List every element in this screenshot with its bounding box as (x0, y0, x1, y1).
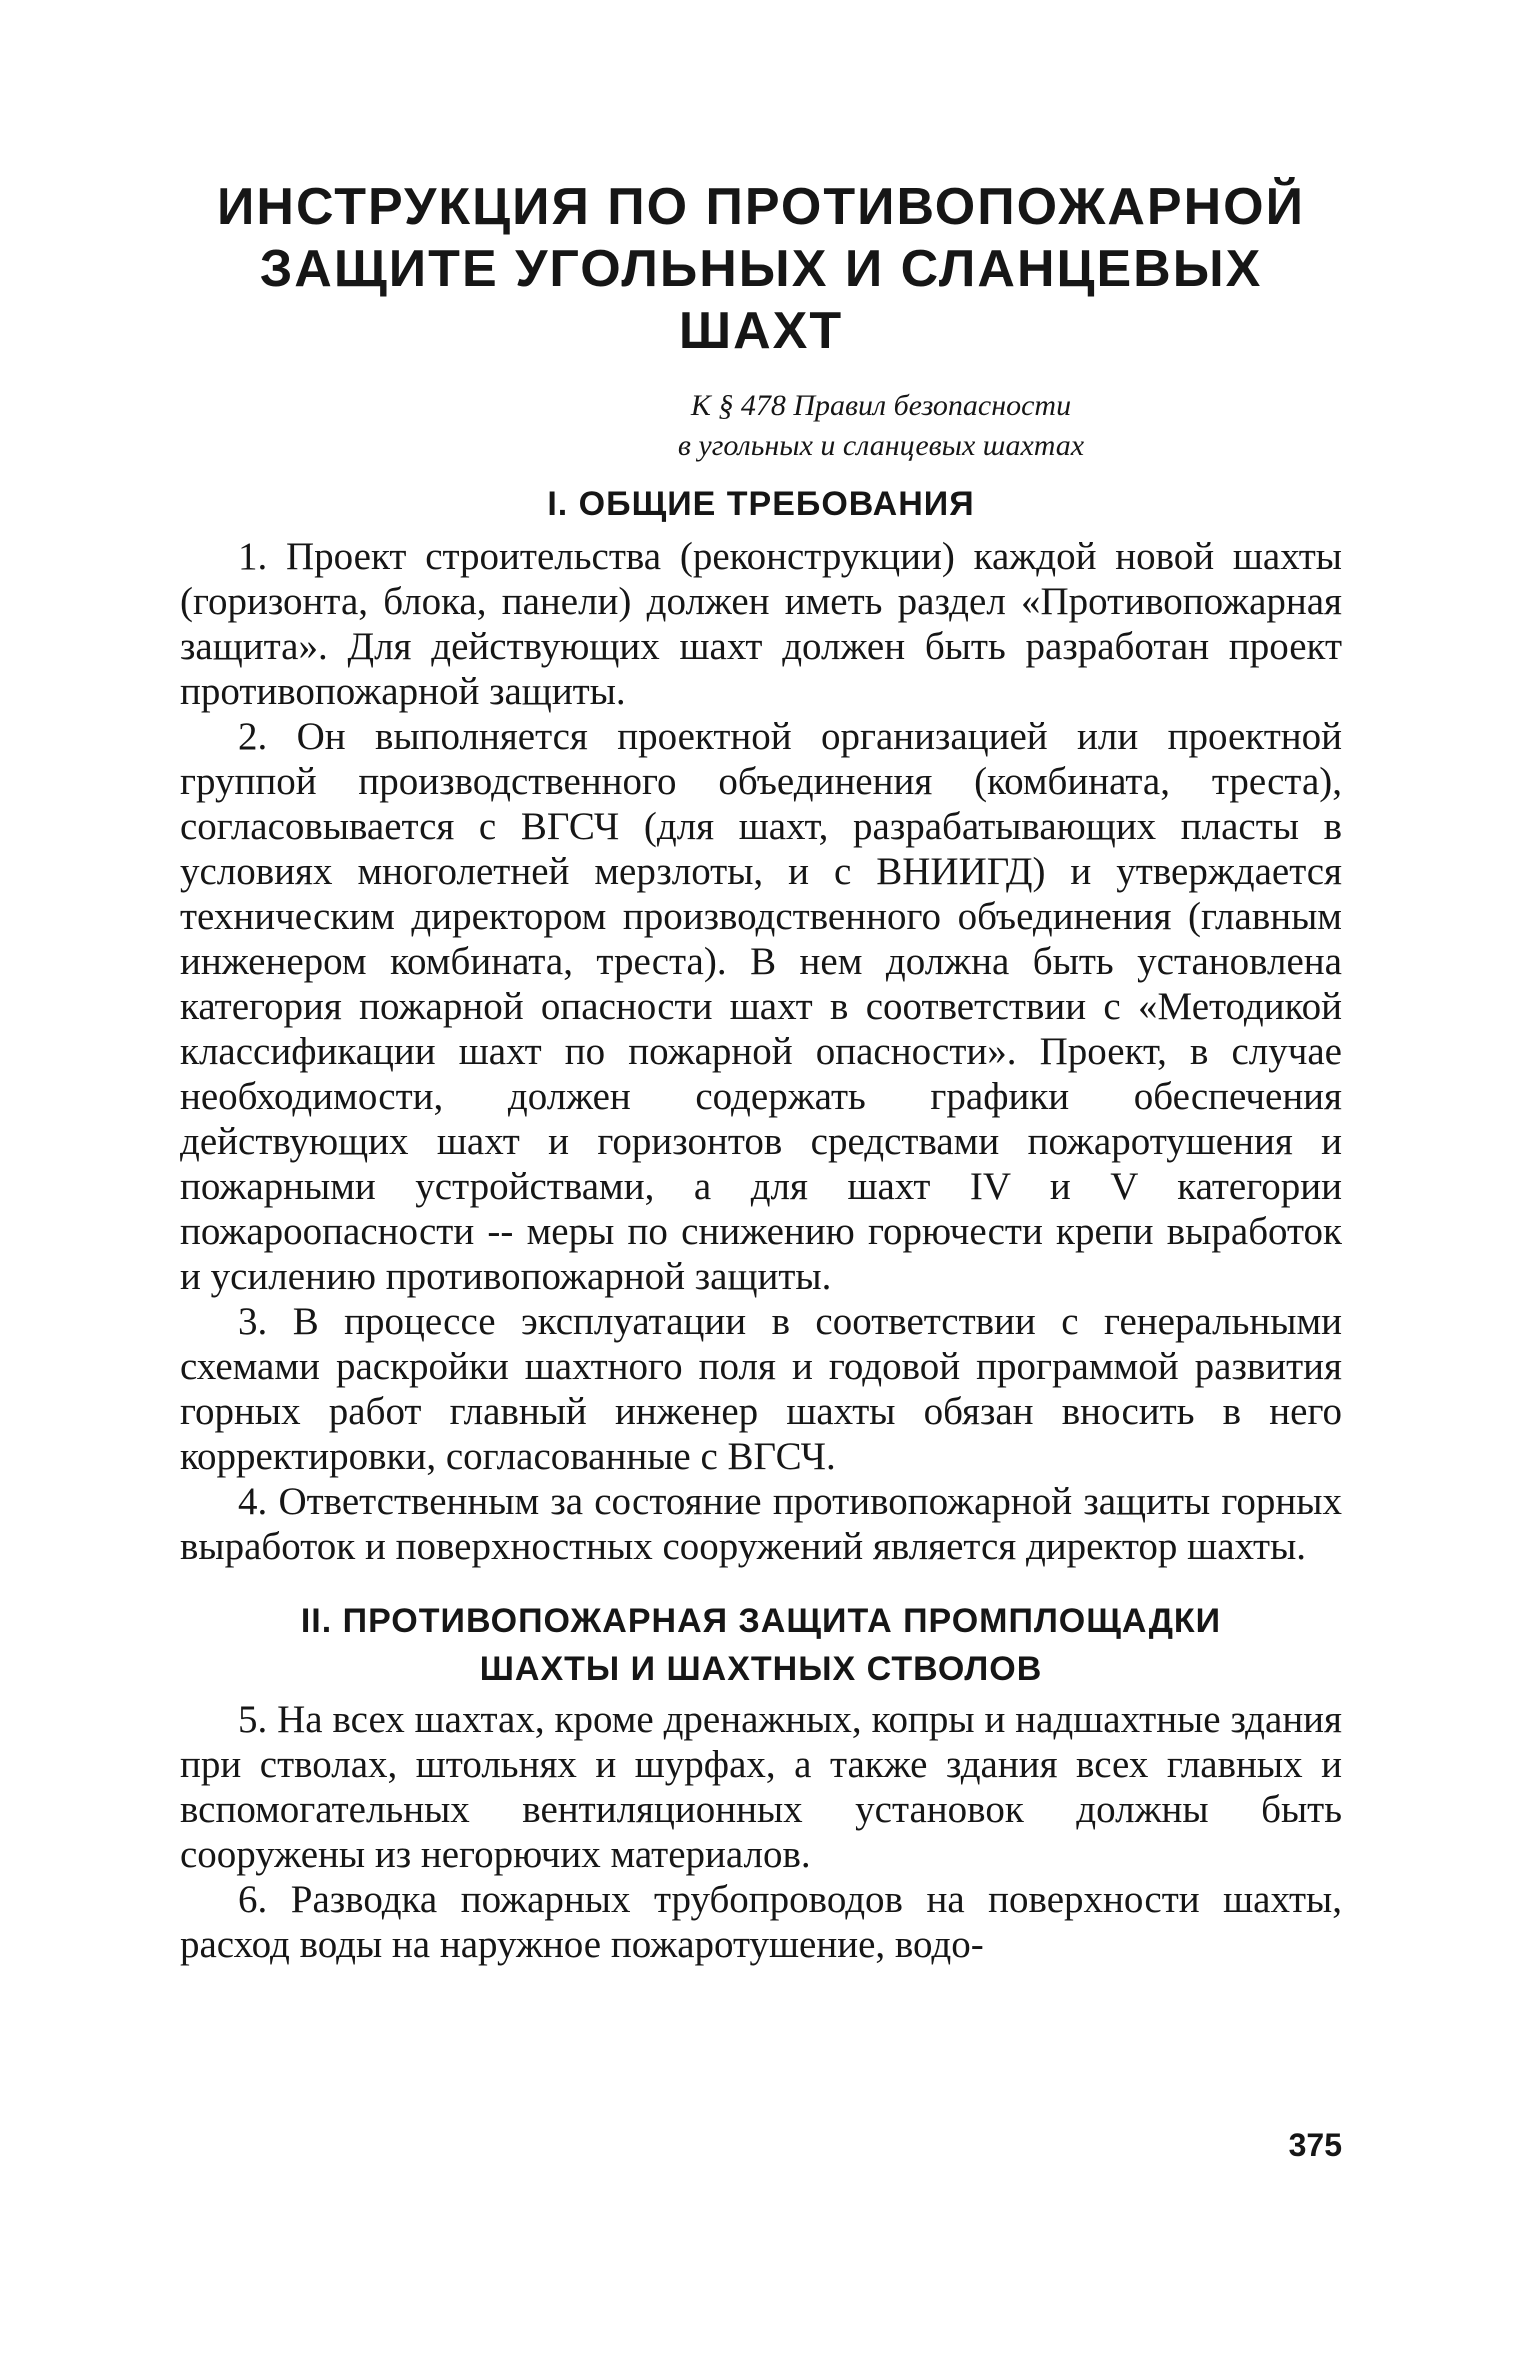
paragraph-6: 6. Разводка пожарных трубопроводов на поверхности шахты, расход воды на наружное пожаротушение, водо- (180, 1878, 1342, 1966)
page-number: 375 (1288, 2127, 1342, 2163)
paragraph-5: 5. На всех шахтах, кроме дренажных, копры и надшахтные здания при стволах, штольнях и шурфах, а также здания всех главных и вспомогательных вентиляционных установок должны быть сооружены из негорючих материалов. (180, 1698, 1342, 1876)
rules-reference-line-2: в угольных и сланцевых шахтах (677, 429, 1085, 462)
document-title-line-2: ЗАЩИТЕ УГОЛЬНЫХ И СЛАНЦЕВЫХ ШАХТ (259, 240, 1263, 360)
rules-reference-line-1: К § 478 Правил безопасности (690, 389, 1072, 422)
paragraph-1: 1. Проект строительства (реконструкции) каждой новой шахты (горизонта, блока, панели) должен иметь раздел «Противопожарная защита». Для действующих шахт должен быть разработан проект противопожарной защиты. (180, 535, 1342, 713)
document-page (180, 176, 1342, 1967)
document-title-line-1: ИНСТРУКЦИЯ ПО ПРОТИВОПОЖАРНОЙ (217, 178, 1305, 236)
section-heading-line: ШАХТЫ И ШАХТНЫХ СТВОЛОВ (479, 1650, 1043, 1688)
rules-reference (180, 386, 1342, 466)
paragraph-4: 4. Ответственным за состояние противопожарной защиты горных выработок и поверхностных сооружений является директор шахты. (180, 1480, 1342, 1568)
paragraph-2: 2. Он выполняется проектной организацией или проектной группой производственного объединения (комбината, треста), согласовывается с ВГСЧ (для шахт, разрабатывающих пласты в условиях многолетней мерзлоты, и с ВНИИГД) и утверждается техническим директором производственного объединения (главным инженером комбината, треста). В нем должна быть установлена категория пожарной опасности шахт в соответствии с «Методикой классификации шахт по пожарной опасности». Проект, в случае необходимости, должен содержать графики обеспечения действующих шахт и горизонтов средствами пожаротушения и пожарными устройствами, а для шахт IV и V категории пожароопасности -- меры по снижению горючести крепи выработок и усилению противопожарной защиты. (180, 715, 1342, 1298)
paragraph-3: 3. В процессе эксплуатации в соответствии с генеральными схемами раскройки шахтного поля и годовой программой развития горных работ главный инженер шахты обязан вносить в него корректировки, согласованные с ВГСЧ. (180, 1300, 1342, 1478)
section-heading-general-requirements (180, 480, 1342, 528)
section-heading-line: II. ПРОТИВОПОЖАРНАЯ ЗАЩИТА ПРОМПЛОЩАДКИ (300, 1602, 1222, 1640)
section-heading-line: I. ОБЩИЕ ТРЕБОВАНИЯ (547, 485, 975, 523)
document-title (180, 176, 1342, 362)
section-heading-fire-protection (180, 1597, 1342, 1693)
